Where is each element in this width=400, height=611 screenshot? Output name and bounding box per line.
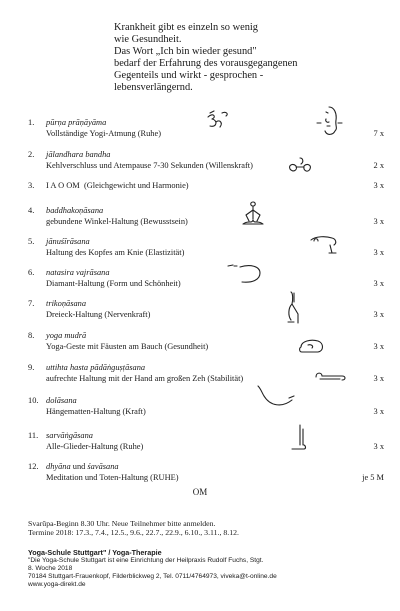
exercise-number: 12. <box>28 462 39 471</box>
quote-line: Krankheit gibt es einzeln so wenig <box>114 22 258 33</box>
exercise-item-10 <box>28 396 384 426</box>
triangle-pose-icon <box>282 290 304 328</box>
start-time-note: Svarūpa-Beginn 8.30 Uhr. Neue Teilnehmer bitte anmelden. <box>28 519 216 528</box>
exercise-number: 2. <box>28 150 35 159</box>
bound-angle-pose-icon <box>240 200 266 230</box>
exercise-description: Yoga-Geste mit Fäusten am Bauch (Gesundheit) <box>46 342 209 351</box>
exercise-name-part: dhyāna <box>46 462 71 471</box>
school-title: Yoga-Schule Stuttgart" / Yoga-Therapie <box>28 548 162 557</box>
schedule-info <box>28 519 239 538</box>
exercise-repetitions: 3 x <box>373 442 384 451</box>
exercise-item-1 <box>28 118 384 148</box>
exercise-name-part: śavāsana <box>87 462 119 471</box>
exercise-sanskrit-name: dolāsana <box>46 396 77 405</box>
contact-address: 70184 Stuttgart-Frauenkopf, Filderblickweg 2, Tel. 0711/4764973, viveka@t-online.de <box>28 572 277 580</box>
footer-line: "Die Yoga-Schule Stuttgart ist eine Einrichtung der Heilpraxis Rudolf Fuchs, Stgt. <box>28 556 264 564</box>
exercise-repetitions: 3 x <box>373 374 384 383</box>
exercise-description: Kehlverschluss und Atempause 7-30 Sekunden (Willenskraft) <box>46 161 253 170</box>
exercise-sanskrit-name: pūrṇa prāṇāyāma <box>46 118 107 127</box>
hammock-pose-icon <box>254 384 298 414</box>
quote-line: Das Wort „Ich bin wieder gesund" <box>114 46 257 58</box>
exercise-repetitions: 3 x <box>373 342 384 351</box>
dates-list: Termine 2018: 17.3., 7.4., 12.5., 9.6., 22.7., 22.9., 6.10., 3.11., 8.12. <box>28 528 239 538</box>
exercise-sanskrit-name <box>46 462 119 472</box>
exercise-repetitions: 3 x <box>373 407 384 416</box>
exercise-item-7 <box>28 299 384 329</box>
exercise-repetitions: 2 x <box>373 161 384 170</box>
footer-line: 8. Woche 2018 <box>28 564 73 572</box>
exercise-number: 11. <box>28 431 39 440</box>
exercise-sanskrit-name: yoga mudrā <box>46 331 87 340</box>
exercise-description: Meditation und Toten-Haltung (RUHE) <box>46 473 179 482</box>
exercise-repetitions: 3 x <box>373 310 384 319</box>
exercise-description: Hängematten-Haltung (Kraft) <box>46 407 146 416</box>
exercise-repetitions: 3 x <box>373 181 384 190</box>
face-breathing-icon <box>314 104 344 142</box>
exercise-item-5 <box>28 237 384 267</box>
exercise-number: 5. <box>28 237 35 246</box>
shoulder-stand-icon <box>288 423 310 457</box>
exercise-sanskrit-name: natasira vajrāsana <box>46 268 110 277</box>
exercise-description: Vollständige Yogi-Atmung (Ruhe) <box>46 129 162 138</box>
opening-quote <box>114 22 374 95</box>
exercise-sanskrit-name: uttihta hasta pādāṅguṣṭāsana <box>46 363 146 372</box>
exercise-description: Dreieck-Haltung (Nervenkraft) <box>46 310 151 319</box>
exercise-description: Diamant-Haltung (Form und Schönheit) <box>46 279 181 288</box>
exercise-sanskrit-name <box>46 181 189 191</box>
website-link[interactable]: www.yoga-direkt.de <box>28 580 86 588</box>
school-footer <box>28 549 277 589</box>
om-breath-icon <box>204 107 238 133</box>
exercise-number: 7. <box>28 299 35 308</box>
exercise-sanskrit-name: jānuśīrāsana <box>46 237 90 246</box>
exercise-number: 3. <box>28 181 35 190</box>
quote-line: lebensverlängernd. <box>114 82 193 94</box>
exercise-item-11 <box>28 431 384 461</box>
exercise-number: 10. <box>28 396 39 405</box>
exercise-item-6 <box>28 268 384 298</box>
exercise-description: gebundene Winkel-Haltung (Bewusstsein) <box>46 217 188 226</box>
exercise-sanskrit-name: trikoṇāsana <box>46 299 87 308</box>
exercise-number: 9. <box>28 363 35 372</box>
throat-lock-icon <box>286 156 314 176</box>
head-to-knee-pose-icon <box>308 233 342 259</box>
hand-to-toe-pose-icon <box>312 369 348 387</box>
quote-line: wie Gesundheit. <box>114 34 182 46</box>
exercise-description: Haltung des Kopfes am Knie (Elastizität) <box>46 248 185 257</box>
exercise-item-2 <box>28 150 384 180</box>
exercise-sound-name: I A O OM <box>46 181 80 190</box>
exercise-description: (Gleichgewicht und Harmonie) <box>83 181 189 190</box>
exercise-item-8 <box>28 331 384 361</box>
exercise-item-9 <box>28 363 384 393</box>
exercise-sanskrit-name: baddhakoṇāsana <box>46 206 104 215</box>
exercise-description: Alle-Glieder-Haltung (Ruhe) <box>46 442 144 451</box>
exercise-repetitions: 3 x <box>373 217 384 226</box>
exercise-number: 6. <box>28 268 35 277</box>
exercise-sanskrit-name: sarvāṅgāsana <box>46 431 93 440</box>
exercise-sanskrit-name: jālandhara bandha <box>46 150 111 159</box>
diamond-pose-icon <box>226 262 270 288</box>
exercise-number: 4. <box>28 206 35 215</box>
closing-om: OM <box>192 487 208 497</box>
exercise-description: aufrechte Haltung mit der Hand am großen Zeh (Stabilität) <box>46 374 244 383</box>
yoga-mudra-icon <box>296 337 328 357</box>
exercise-number: 8. <box>28 331 35 340</box>
exercise-number: 1. <box>28 118 35 127</box>
exercise-repetitions: je 5 M <box>362 473 384 482</box>
exercise-repetitions: 7 x <box>373 129 384 138</box>
quote-line: Gegenteils und wirkt - gesprochen - <box>114 70 264 82</box>
exercise-repetitions: 3 x <box>373 248 384 257</box>
exercise-item-4 <box>28 206 384 236</box>
exercise-repetitions: 3 x <box>373 279 384 288</box>
quote-line: bedarf der Erfahrung des vorausgegangenen <box>114 58 298 70</box>
exercise-name-conjunction: und <box>72 462 86 471</box>
